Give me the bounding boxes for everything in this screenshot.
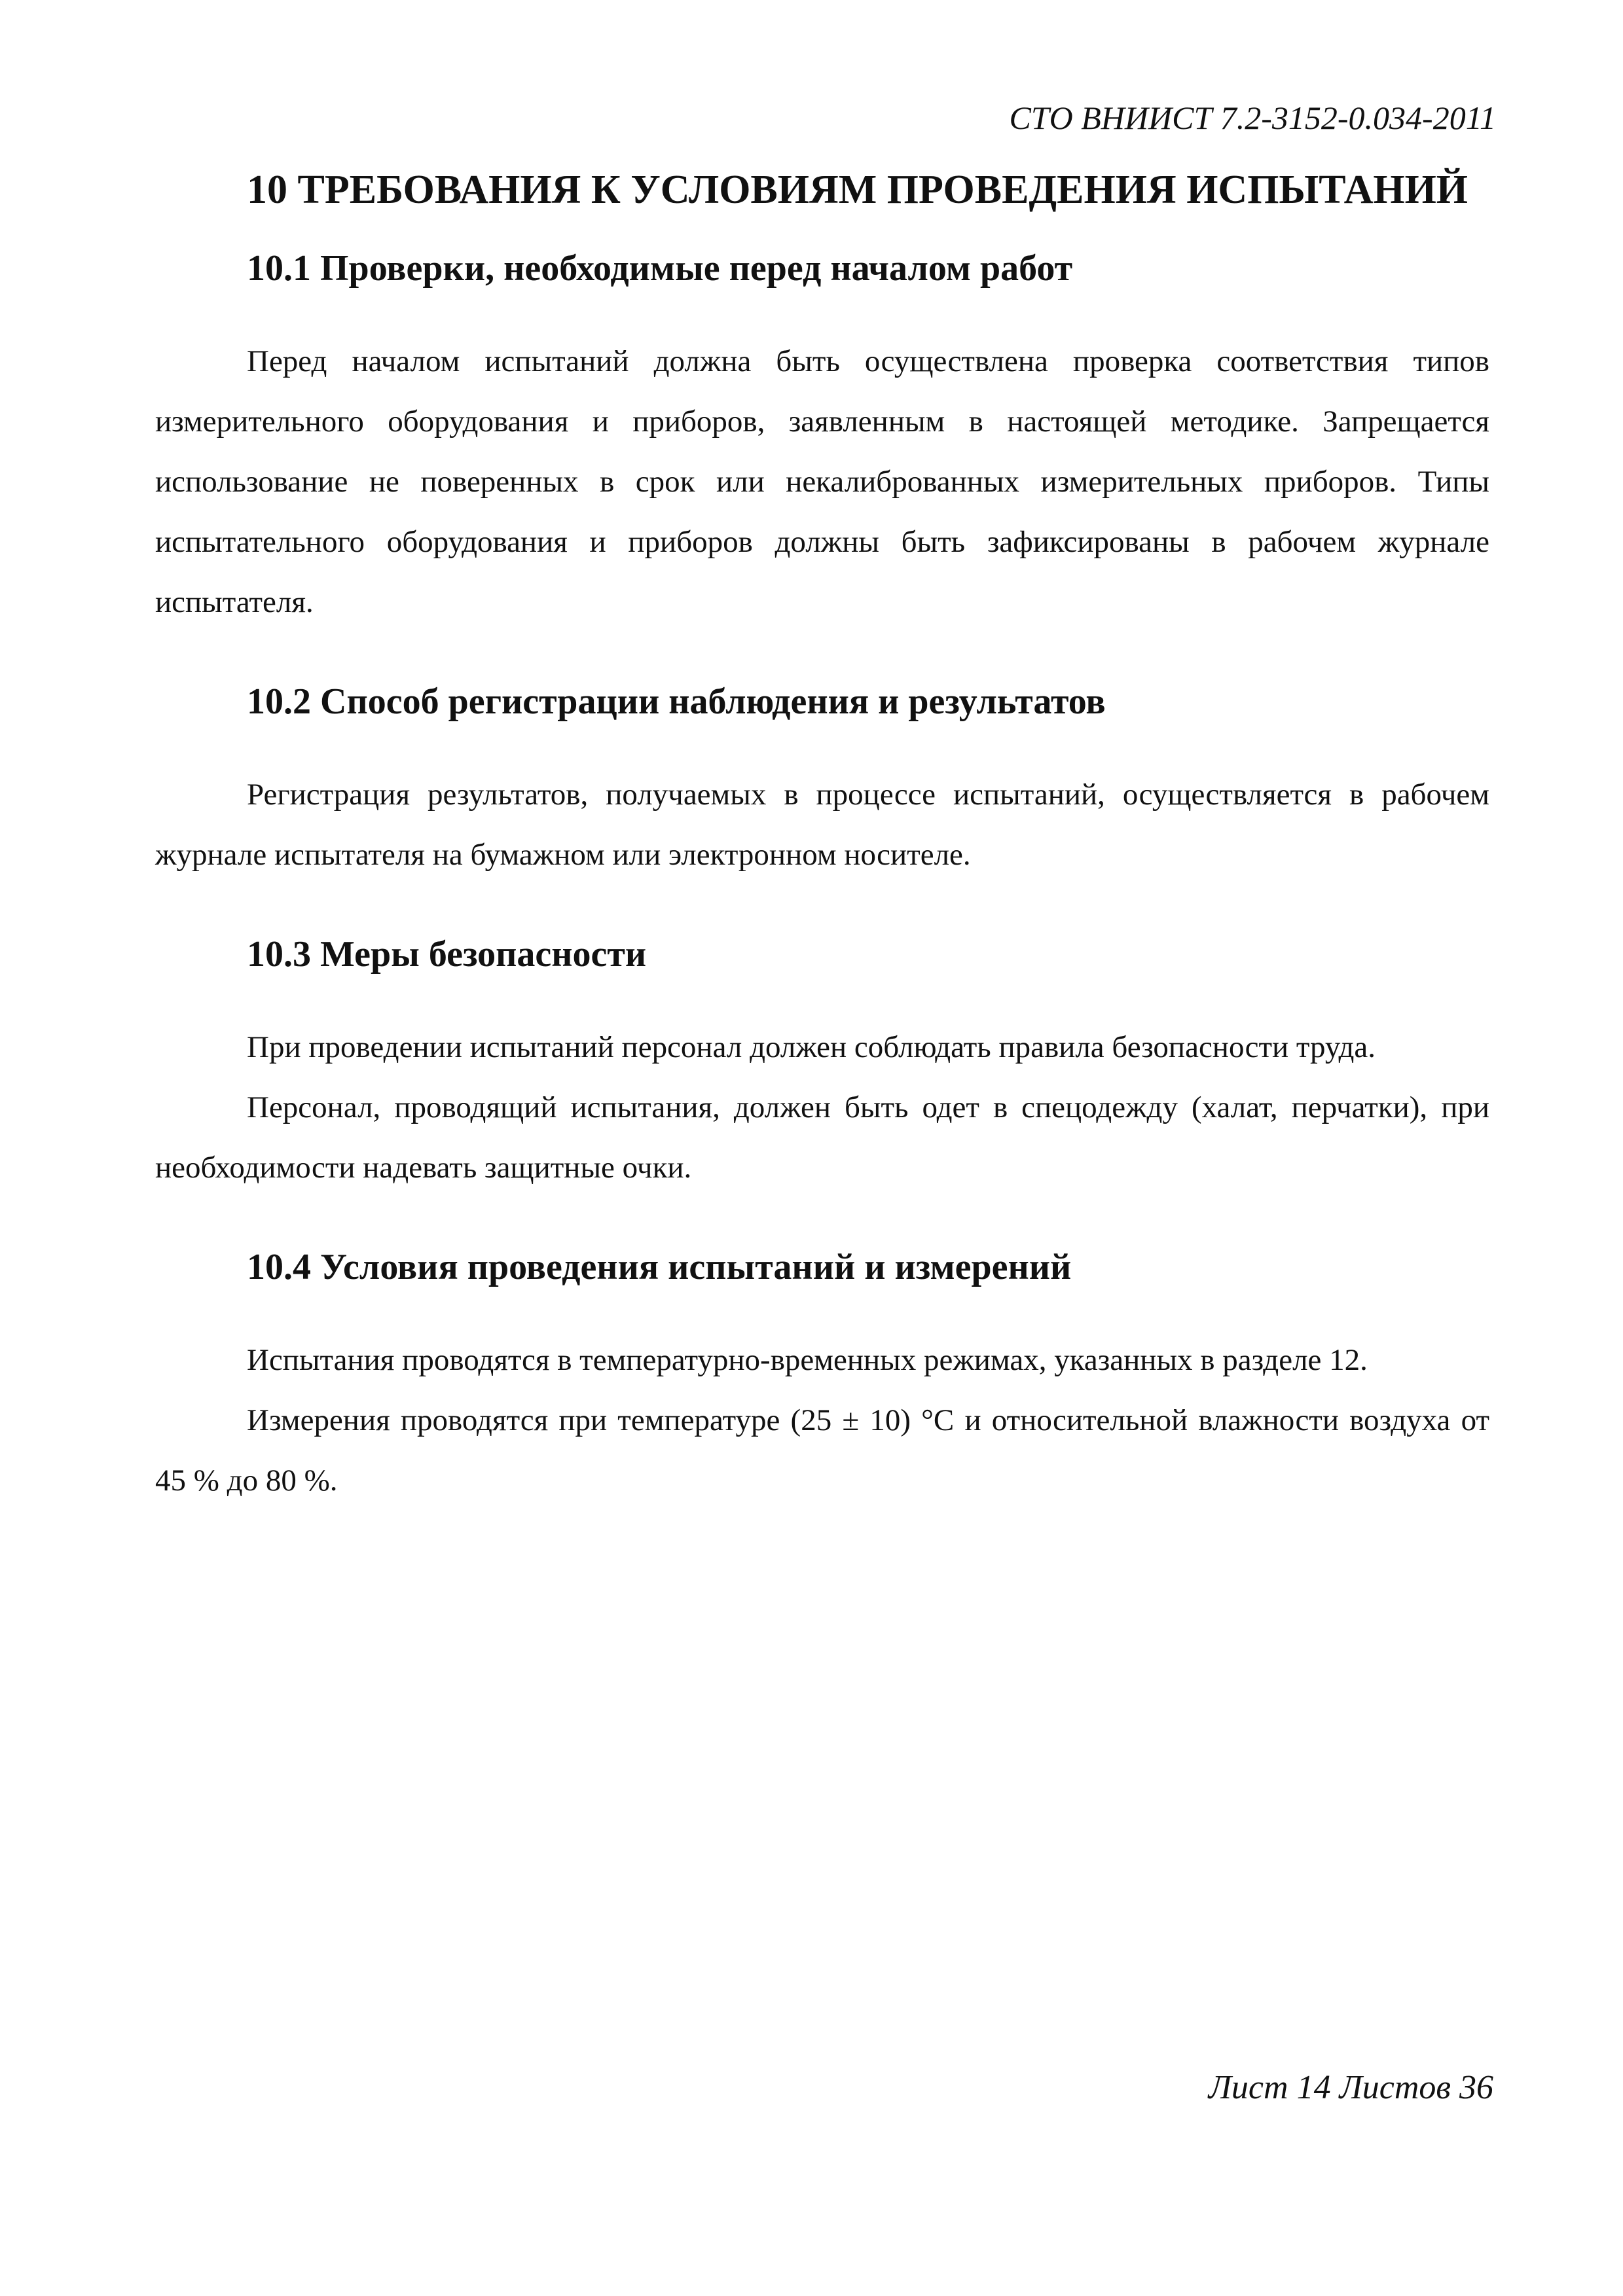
section-10-1 — [155, 245, 1489, 632]
section-paragraph: Испытания проводятся в температурно-временных режимах, указанных в разделе 12. — [247, 1343, 1368, 1377]
section-10-3 — [155, 931, 1489, 1198]
section-paragraph: Перед началом испытаний должна быть осуществлена проверка соответствия типов измерительного оборудования и приборов, заявленным в настоящей методике. Запрещается использование не поверенных в срок или некалиброванных измерительных приборов. Типы испытательного оборудования и приборов должны быть зафиксированы в рабочем журнале испытателя. — [155, 344, 1489, 619]
document-code: СТО ВНИИСТ 7.2-3152-0.034-2011 — [1009, 99, 1496, 136]
section-10-4 — [155, 1244, 1489, 1511]
section-paragraph: Регистрация результатов, получаемых в процессе испытаний, осуществляется в рабочем журнале испытателя на бумажном или электронном носителе. — [155, 778, 1489, 872]
section-title: 10.3 Меры безопасности — [247, 934, 647, 975]
section-title: 10.2 Способ регистрации наблюдения и результатов — [247, 681, 1106, 722]
section-paragraph: Персонал, проводящий испытания, должен быть одет в спецодежду (халат, перчатки), при необходимости надевать защитные очки. — [155, 1090, 1489, 1185]
sheet-number: Лист 14 Листов 36 — [1208, 2069, 1493, 2106]
section-title: 10.4 Условия проведения испытаний и измерений — [247, 1247, 1072, 1287]
section-paragraph: При проведении испытаний персонал должен соблюдать правила безопасности труда. — [247, 1030, 1376, 1064]
section-paragraph: Измерения проводятся при температуре (25 ± 10) °С и относительной влажности воздуха от 45 % до 80 %. — [155, 1403, 1489, 1498]
chapter-title: 10 ТРЕБОВАНИЯ К УСЛОВИЯМ ПРОВЕДЕНИЯ ИСПЫТАНИЙ — [247, 168, 1468, 212]
section-title: 10.1 Проверки, необходимые перед началом работ — [247, 248, 1073, 289]
section-10-2 — [155, 678, 1489, 885]
document-body — [155, 164, 1489, 1556]
